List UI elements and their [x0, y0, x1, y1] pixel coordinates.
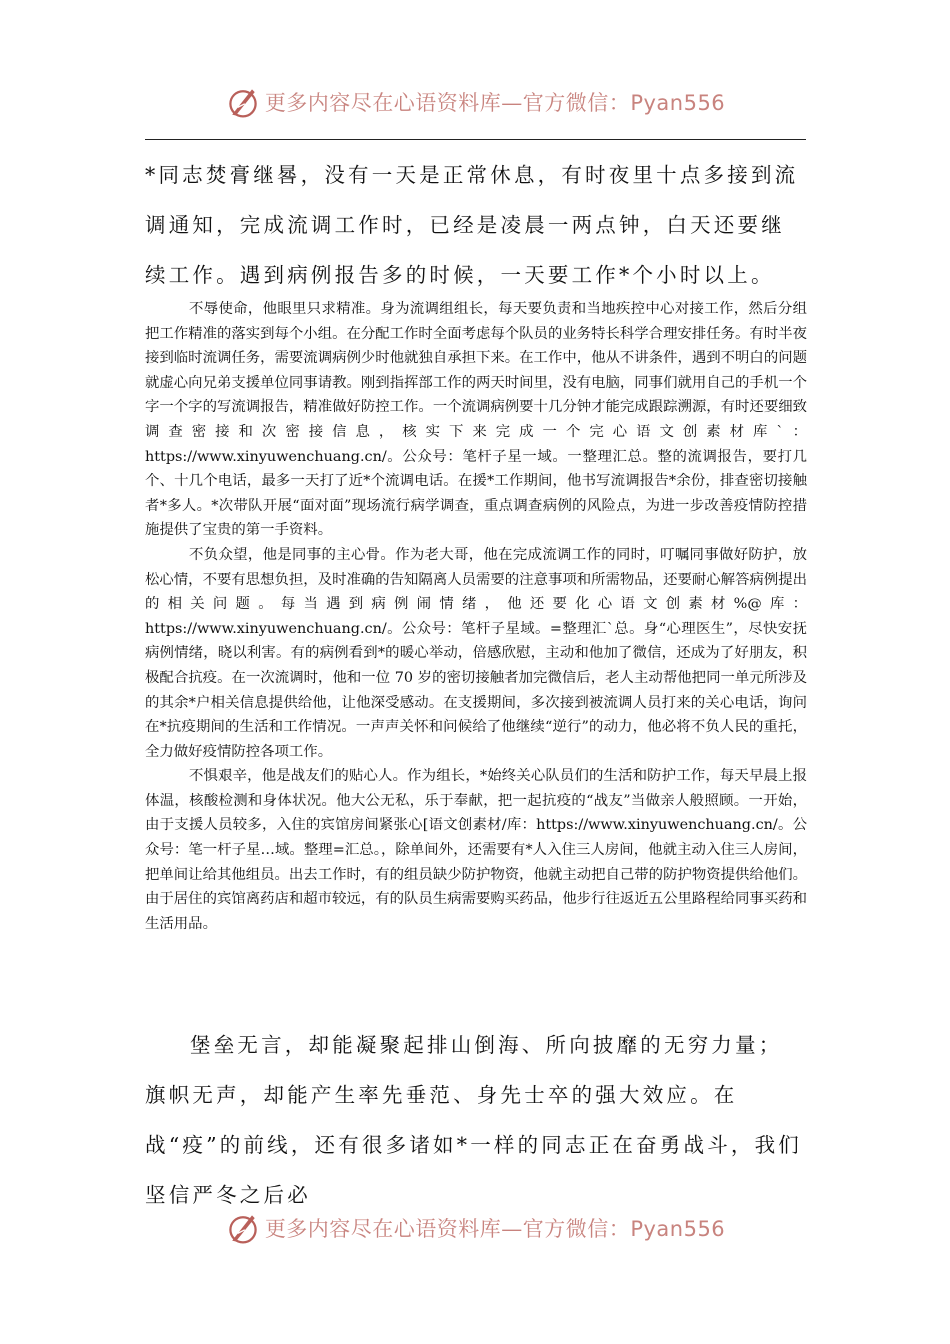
closing-paragraph: 堡垒无言，却能凝聚起排山倒海、所向披靡的无穷力量；旗帜无声，却能产生率先垂范、身先士卒的强大效应。在战“疫”的前线，还有很多诸如*一样的同志正在奋勇战斗，我们坚信严冬之后必 [145, 1033, 803, 1207]
footer-wechat-id: Pyan556 [630, 1217, 726, 1241]
paragraph-3: 不惧艰辛，他是战友们的贴心人。作为组长，*始终关心队员们的生活和防护工作，每天早晨上报体温，核酸检测和身体状况。他大公无私，乐于奉献，把一起抗疫的“战友”当做亲人般照顾。一开始，由于支援人员较多，入住的宾馆房间紧张心[语文创素材/库：https://www.xinyuwenchuang.cn/。公众号：笔一杆子星…域。整理=汇总。，除单间外，还需要有*人入住三人房间，他就主动入住三人房间，把单间让给其他组员。出去工作时，有的组员缺少防护物资，他就主动把自己带的防护物资提供给他们。由于居住的宾馆离药店和超市较远，有的队员生病需要购买药品，他步行往返近五公里路程给同事买药和生活用品。 [145, 768, 807, 932]
paragraph-1: 不辱使命，他眼里只求精准。身为流调组组长，每天要负责和当地疾控中心对接工作，然后分组把工作精准的落实到每个小组。在分配工作时全面考虑每个队员的业务特长科学合理安排任务。有时半夜接到临时流调任务，需要流调病例少时他就独自承担下来。在工作中，他从不讲条件，遇到不明白的问题就虚心向兄弟支援单位同事请教。刚到指挥部工作的两天时间里，没有电脑，同事们就用自己的手机一个字一个字的写流调报告，精准做好防控工作。一个流调病例要十几分钟才能完成跟踪溯源，有时还要细致调查密接和次密接信息，核实下来完成一个完心语文创素材库`：https://www.xinyuwenchuang.cn/。公众号：笔杆子星一域。一整理汇总。整的流调报告，要打几个、十几个电话，最多一天打了近*个流调电话。在援*工作期间，他书写流调报告*余份，排查密切接触者*多人。*次带队开展“面对面”现场流行病学调查，重点调查病例的风险点，为进一步改善疫情防控措施提供了宝贵的第一手资料。 [145, 301, 807, 539]
header-banner: 更多内容尽在心语资料库—官方微信：Pyan556 [264, 91, 726, 115]
footer-banner: 更多内容尽在心语资料库—官方微信：Pyan556 [264, 1217, 726, 1241]
paragraph-2: 不负众望，他是同事的主心骨。作为老大哥，他在完成流调工作的同时，叮嘱同事做好防护，放松心情，不要有思想负担，及时准确的告知隔离人员需要的注意事项和所需物品，还要耐心解答病例提出的相关问题。每当遇到病例闹情绪，他还要化心语文创素材%@库：https://www.xinyuwenchuang.cn/。公众号：笔杆子星域。=整理汇`总。身“心理医生”，尽快安抚病例情绪，晓以利害。有的病例看到*的暖心举动，倍感欣慰，主动和他加了微信，还成为了好朋友，积极配合抗疫。在一次流调时，他和一位 70 岁的密切接触者加完微信后，老人主动帮他把同一单元所涉及的其余*户相关信息提供给他，让他深受感动。在支援期间，多次接到被流调人员打来的关心电话，询问在*抗疫期间的生活和工作情况。一声声关怀和问候给了他继续“逆行”的动力，他必将不负人民的重托，全力做好疫情防控各项工作。 [145, 546, 807, 760]
header-wechat-id: Pyan556 [630, 91, 726, 115]
page-header [0, 82, 950, 122]
header-divider [145, 139, 806, 140]
bottom-text-block [145, 1020, 806, 1220]
feather-pen-logo-icon [225, 84, 261, 120]
page-footer [0, 1208, 950, 1248]
feather-pen-logo-icon [225, 1210, 261, 1246]
main-body [145, 297, 807, 936]
top-text-block: *同志焚膏继晷，没有一天是正常休息，有时夜里十点多接到流调通知，完成流调工作时，已经是凌晨一两点钟，白天还要继续工作。遇到病例报告多的时候，一天要工作*个小时以上。 [145, 163, 799, 287]
